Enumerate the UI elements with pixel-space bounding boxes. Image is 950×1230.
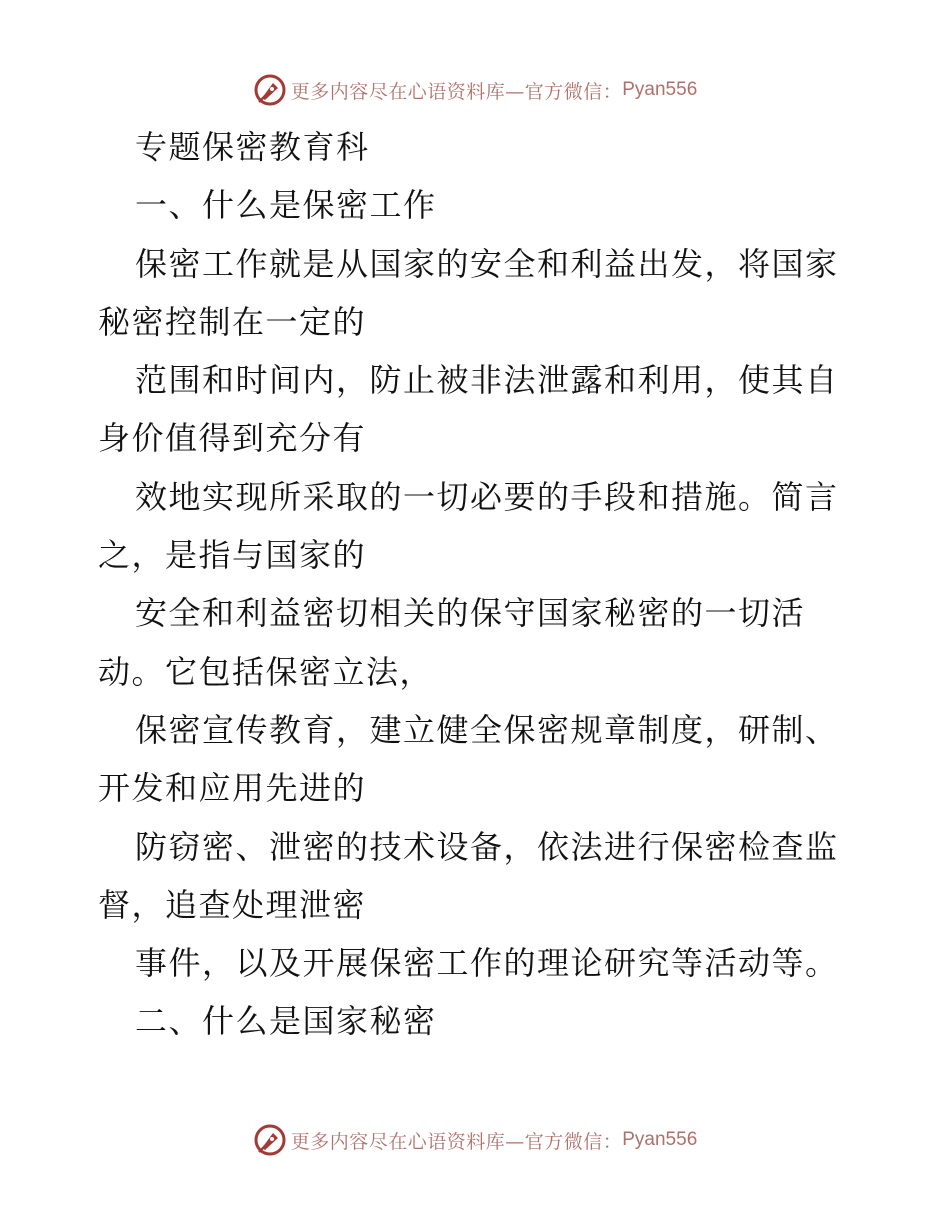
text-line: 范围和时间内，防止被非法泄露和利用，使其自 bbox=[135, 361, 839, 400]
text-line: 安全和利益密切相关的保守国家秘密的一切活 bbox=[135, 594, 806, 633]
header-banner bbox=[0, 70, 950, 110]
text-line: 效地实现所采取的一切必要的手段和措施。简言 bbox=[135, 477, 839, 516]
footer-banner bbox=[0, 1120, 950, 1160]
text-line: 防窃密、泄密的技术设备，依法进行保密检查监 bbox=[135, 827, 839, 866]
header-banner-text: 更多内容尽在心语资料库—官方微信： bbox=[290, 80, 623, 103]
text-line: 动。它包括保密立法， bbox=[98, 652, 434, 691]
text-line: 专题保密教育科 bbox=[135, 128, 370, 166]
footer-wechat-id: Pyan556 bbox=[622, 1129, 698, 1150]
text-line: 身价值得到充分有 bbox=[98, 419, 367, 458]
text-line: 开发和应用先进的 bbox=[98, 769, 367, 808]
header-wechat-id: Pyan556 bbox=[622, 79, 698, 100]
document-body bbox=[98, 118, 868, 1051]
text-line: 督，追查处理泄密 bbox=[98, 885, 367, 924]
text-line: 之，是指与国家的 bbox=[98, 536, 367, 575]
text-line: 事件，以及开展保密工作的理论研究等活动等。 bbox=[135, 944, 839, 983]
footer-banner-text: 更多内容尽在心语资料库—官方微信： bbox=[290, 1130, 623, 1153]
pen-nib-logo-icon bbox=[253, 1123, 287, 1157]
text-line: 秘密控制在一定的 bbox=[98, 302, 367, 341]
text-line: 二、什么是国家秘密 bbox=[135, 1002, 437, 1041]
text-line: 保密宣传教育，建立健全保密规章制度，研制、 bbox=[135, 710, 839, 749]
text-line: 一、什么是保密工作 bbox=[135, 186, 437, 225]
pen-nib-logo-icon bbox=[253, 73, 287, 107]
text-line: 保密工作就是从国家的安全和利益出发，将国家 bbox=[135, 244, 839, 283]
